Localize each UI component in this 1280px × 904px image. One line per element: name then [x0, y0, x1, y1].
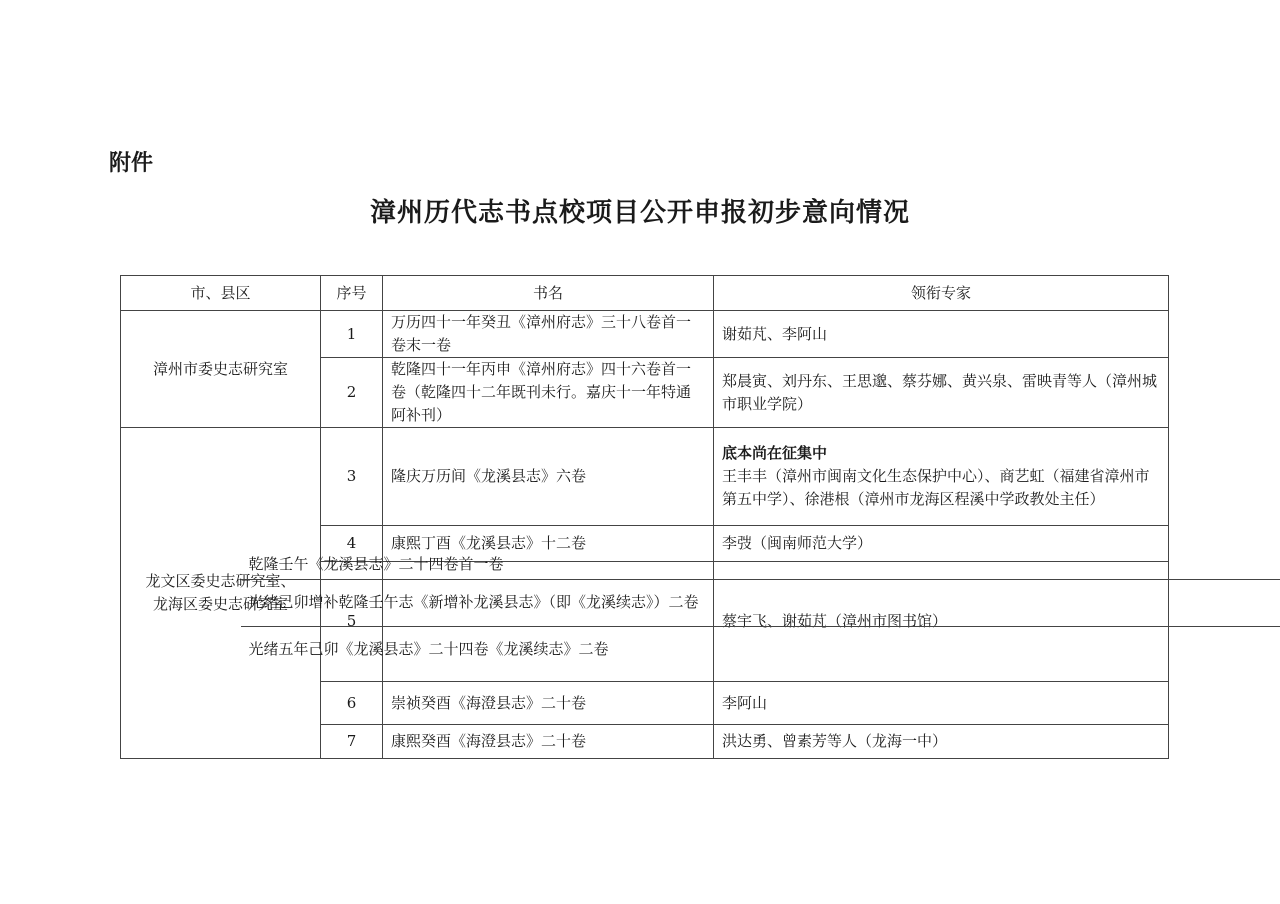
book-title: 隆庆万历间《龙溪县志》六卷 [383, 428, 714, 526]
table-row [121, 311, 1169, 358]
table-header-row [121, 276, 1169, 311]
region-cell: 漳州市委史志研究室 [121, 311, 321, 428]
book-subtable [241, 551, 1280, 673]
book-title: 康熙癸酉《海澄县志》二十卷 [383, 725, 714, 759]
row-index: 3 [321, 428, 383, 526]
expert-names: 郑晨寅、刘丹东、王思邈、蔡芬娜、黄兴泉、雷映青等人（漳州城市职业学院） [714, 358, 1169, 428]
row-index: 4 [321, 526, 383, 562]
document-title: 漳州历代志书点校项目公开申报初步意向情况 [369, 198, 910, 228]
list-item [241, 579, 1280, 626]
region-line: 龙文区委史志研究室、 [145, 572, 296, 590]
table-row [121, 562, 1169, 682]
header-book: 书名 [383, 276, 714, 311]
row-index: 1 [321, 311, 383, 358]
book-title: 光绪五年己卯《龙溪县志》二十四卷《龙溪续志》二卷 [248, 640, 609, 658]
region-line: 龙海区委史志研究室 [152, 595, 288, 613]
header-index: 序号 [321, 276, 383, 311]
book-title: 乾隆四十一年丙申《漳州府志》四十六卷首一卷（乾隆四十二年既刊未行。嘉庆十一年特通阿补刊） [383, 358, 714, 428]
row-index: 7 [321, 725, 383, 759]
row-index: 5 [321, 562, 383, 682]
attachment-label: 附件 [109, 151, 154, 176]
book-sublist [248, 555, 714, 682]
table-row [121, 428, 1169, 526]
book-title: 崇祯癸酉《海澄县志》二十卷 [383, 682, 714, 725]
header-experts: 领衔专家 [714, 276, 1169, 311]
row-index: 6 [321, 682, 383, 725]
expert-names: 王丰丰（漳州市闽南文化生态保护中心）、商艺虹（福建省漳州市第五中学）、徐港根（漳州市龙海区程溪中学政教处主任） [722, 467, 1150, 508]
header-region: 市、县区 [121, 276, 321, 311]
expert-note: 底本尚在征集中 [722, 444, 828, 462]
book-title: 万历四十一年癸丑《漳州府志》三十八卷首一卷末一卷 [383, 311, 714, 358]
row-index: 2 [321, 358, 383, 428]
project-table [120, 275, 1169, 759]
expert-names: 李阿山 [714, 682, 1169, 725]
book-title: 光绪己卯增补乾隆壬午志《新增补龙溪县志》（即《龙溪续志》）二卷 [241, 579, 1280, 626]
book-title: 乾隆壬午《龙溪县志》二十四卷首一卷 [241, 551, 1280, 580]
expert-names: 蔡宇飞、谢茹芃（漳州市图书馆） [714, 562, 1169, 682]
list-item [241, 626, 1280, 673]
book-title: 康熙丁酉《龙溪县志》十二卷 [383, 526, 714, 562]
expert-names: 洪达勇、曾素芳等人（龙海一中） [714, 725, 1169, 759]
expert-cell [714, 428, 1169, 526]
expert-names: 李弢（闽南师范大学） [714, 526, 1169, 562]
list-item [241, 551, 1280, 580]
expert-names: 谢茹芃、李阿山 [714, 311, 1169, 358]
